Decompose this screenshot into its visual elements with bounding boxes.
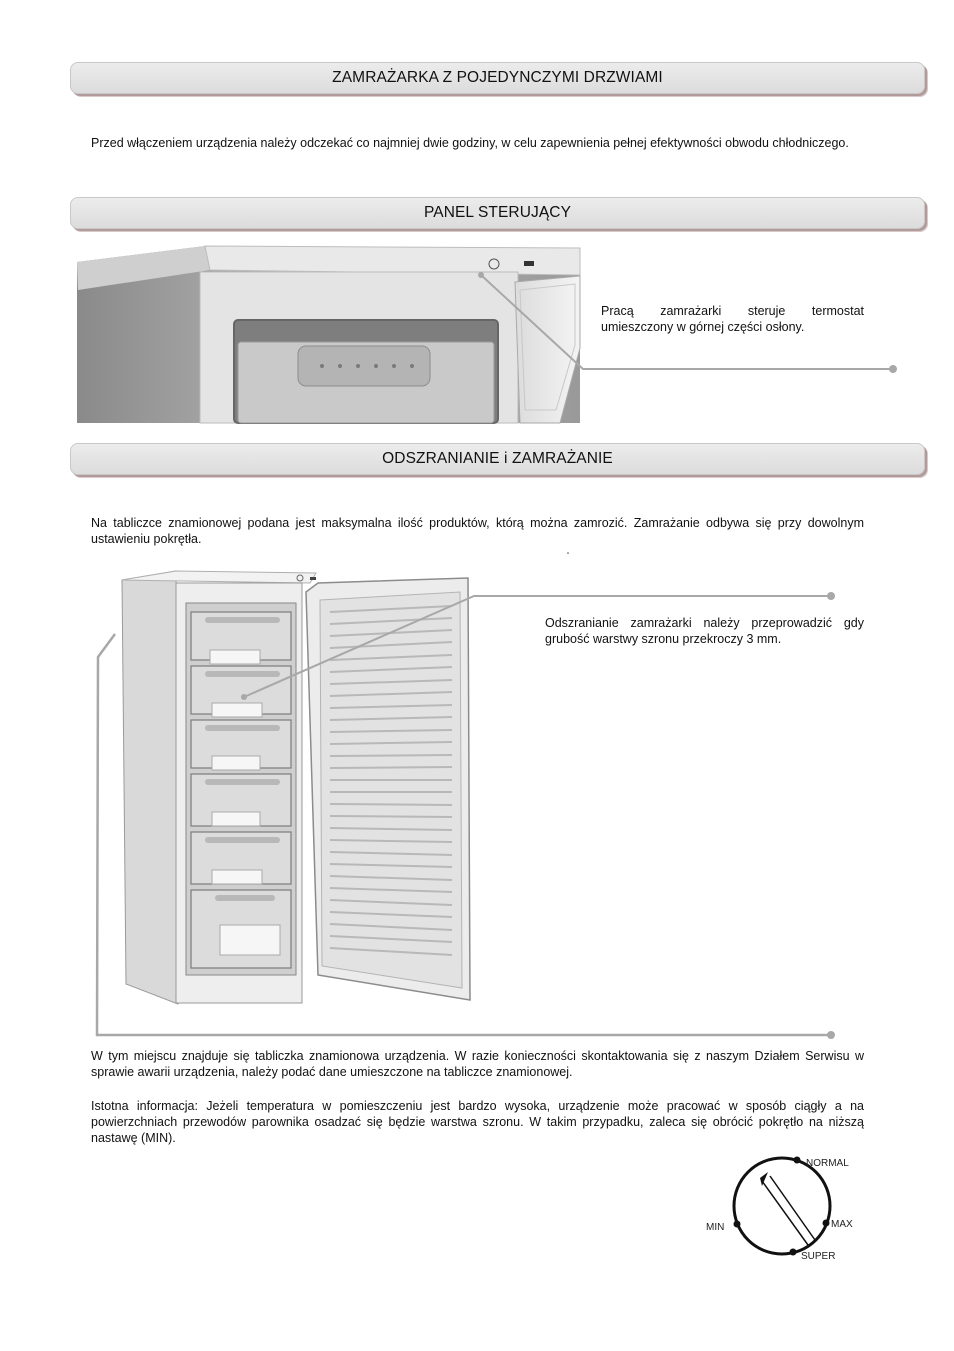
defrost-note: Odszranianie zamrażarki należy przeprowadzić gdy grubość warstwy szronu przekroczy 3 mm. bbox=[545, 616, 864, 646]
dial-label-normal: NORMAL bbox=[806, 1158, 849, 1169]
dial-label-max: MAX bbox=[831, 1219, 853, 1230]
important-paragraph: Istotna informacja: Jeżeli temperatura w pomieszczeniu jest bardzo wysoka, urządzenie może pracować w sposób ciągły a na powierzchniach przewodów parownika osadzać się będzie warstwa szronu. W takim przypadku, zaleca się obrócić pokrętło na niższą nastawę (MIN). bbox=[91, 1099, 864, 1145]
thermostat-note: Pracą zamrażarki steruje termostat umieszczony w górnej części osłony. bbox=[601, 304, 864, 334]
dial-label-super: SUPER bbox=[801, 1251, 836, 1262]
callout-dot bbox=[827, 592, 835, 600]
thermostat-dial bbox=[706, 1157, 853, 1263]
dial-label-min: MIN bbox=[706, 1222, 725, 1233]
callout-dot bbox=[889, 365, 897, 373]
max-marker bbox=[823, 1220, 830, 1227]
capacity-paragraph: Na tabliczce znamionowej podana jest maksymalna ilość produktów, którą można zamrozić. Zamrażanie odbywa się przy dowolnym ustawieniu pokrętła. bbox=[91, 516, 864, 546]
freezer-photo bbox=[122, 571, 470, 1004]
min-marker bbox=[734, 1221, 741, 1228]
section-heading-control-panel: PANEL STERUJĄCY bbox=[70, 197, 925, 229]
normal-marker bbox=[794, 1157, 801, 1164]
stray-dot bbox=[567, 552, 569, 554]
section-heading-defrost: ODSZRANIANIE i ZAMRAŻANIE bbox=[70, 443, 925, 475]
callout-dot bbox=[478, 272, 484, 278]
super-marker bbox=[790, 1249, 797, 1256]
control-panel-photo bbox=[75, 245, 583, 423]
section-heading-freezer: ZAMRAŻARKA Z POJEDYNCZYMI DRZWIAMI bbox=[70, 62, 925, 94]
callout-dot bbox=[827, 1031, 835, 1039]
callout-dot bbox=[241, 694, 247, 700]
rating-plate-paragraph: W tym miejscu znajduje się tabliczka znamionowa urządzenia. W razie konieczności skontaktowania się z naszym Działem Serwisu w sprawie awarii urządzenia, należy podać dane umieszczone na tabliczce znamionowej. bbox=[91, 1049, 864, 1079]
intro-paragraph: Przed włączeniem urządzenia należy odczekać co najmniej dwie godziny, w celu zapewnienia pełnej efektywności obwodu chłodniczego. bbox=[91, 136, 849, 150]
